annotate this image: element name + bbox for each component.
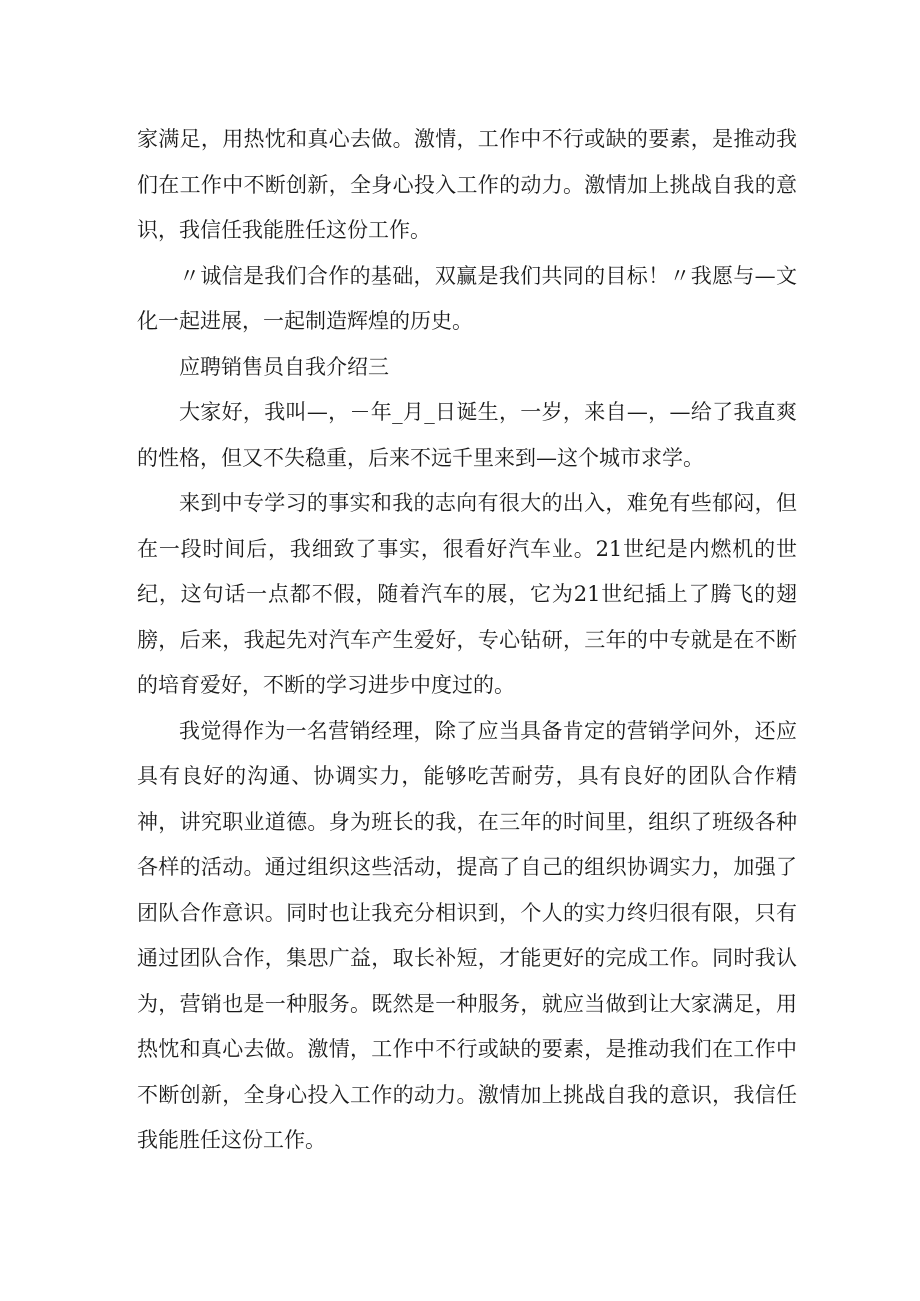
- section-heading: 应聘销售员自我介绍三: [179, 354, 389, 379]
- document-page: [137, 117, 797, 1164]
- paragraph-4: 来到中专学习的事实和我的志向有很大的出入，难免有些郁闷，但在一段时间后，我细致了事实，很看好汽车业。21世纪是内燃机的世纪，这句话一点都不假，随着汽车的展，它为21世纪插上了腾飞的翅膀，后来，我起先对汽车产生爱好，专心钻研，三年的中专就是在不断的培育爱好，不断的学习进步中度过的。: [137, 491, 797, 697]
- paragraph-2: 〃诚信是我们合作的基础，双赢是我们共同的目标！〃我愿与—文化一起进展，一起制造辉煌的历史。: [137, 263, 797, 333]
- paragraph-3: 大家好，我叫—，－年_月_日诞生，一岁，来自—，—给了我直爽的性格，但又不失稳重，后来不远千里来到—这个城市求学。: [137, 400, 797, 470]
- paragraph-1: 家满足，用热忱和真心去做。激情，工作中不行或缺的要素，是推动我们在工作中不断创新，全身心投入工作的动力。激情加上挑战自我的意识，我信任我能胜任这份工作。: [137, 127, 797, 242]
- paragraph-5: 我觉得作为一名营销经理，除了应当具备肯定的营销学问外，还应具有良好的沟通、协调实力，能够吃苦耐劳，具有良好的团队合作精神，讲究职业道德。身为班长的我，在三年的时间里，组织了班级各种各样的活动。通过组织这些活动，提高了自己的组织协调实力，加强了团队合作意识。同时也让我充分相识到，个人的实力终归很有限，只有通过团队合作，集思广益，取长补短，才能更好的完成工作。同时我认为，营销也是一种服务。既然是一种服务，就应当做到让大家满足，用热忱和真心去做。激情，工作中不行或缺的要素，是推动我们在工作中不断创新，全身心投入工作的动力。激情加上挑战自我的意识，我信任我能胜任这份工作。: [137, 718, 797, 1152]
